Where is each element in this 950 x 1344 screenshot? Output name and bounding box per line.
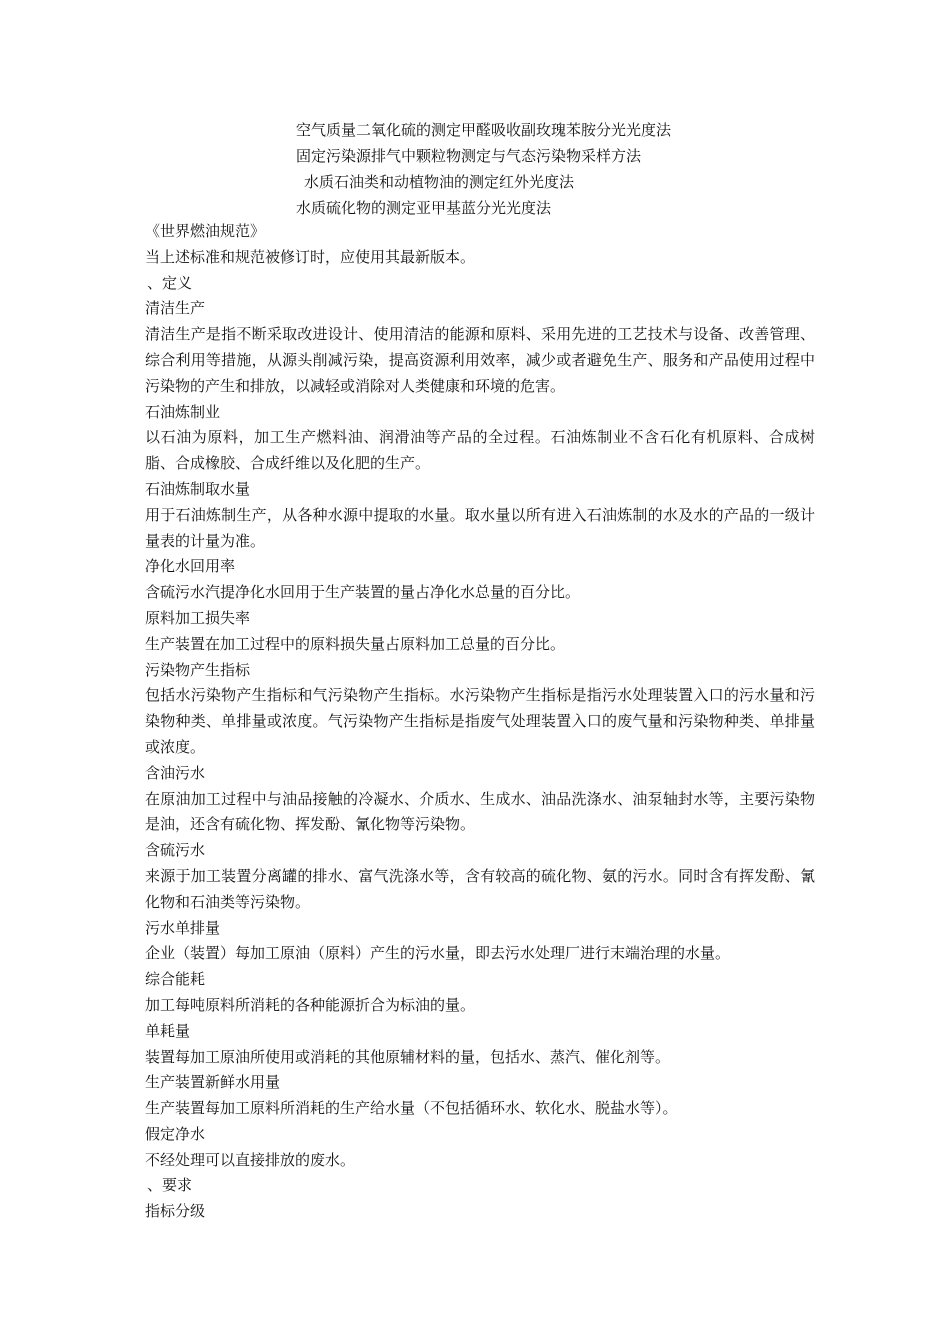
definition-term: 石油炼制业 — [145, 402, 221, 421]
definition-term: 生产装置新鲜水用量 — [145, 1073, 281, 1092]
definition-term: 假定净水 — [145, 1124, 206, 1143]
definition-text: 包括水污染物产生指标和气污染物产生指标。水污染物产生指标是指污水处理装置入口的污水量和污染物种类、单排量或浓度。气污染物产生指标是指废气处理装置入口的废气量和污染物种类、单排量或浓度。 — [145, 686, 815, 756]
definition-text: 清洁生产是指不断采取改进设计、使用清洁的能源和原料、采用先进的工艺技术与设备、改善管理、综合利用等措施，从源头削减污染，提高资源利用效率，减少或者避免生产、服务和产品使用过程中污染物的产生和排放，以减轻或消除对人类健康和环境的危害。 — [145, 325, 815, 395]
definition-term: 净化水回用率 — [145, 557, 236, 576]
definition-text: 来源于加工装置分离罐的排水、富气洗涤水等，含有较高的硫化物、氨的污水。同时含有挥发酚、氰化物和石油类等污染物。 — [145, 866, 815, 911]
document-body — [145, 219, 815, 1225]
definition-text: 生产装置每加工原料所消耗的生产给水量（不包括循环水、软化水、脱盐水等）。 — [145, 1099, 678, 1118]
definition-text: 在原油加工过程中与油品接触的冷凝水、介质水、生成水、油品洗涤水、油泵轴封水等，主要污染物是油，还含有硫化物、挥发酚、氰化物等污染物。 — [145, 789, 815, 834]
section-heading-requirements: 、要求 — [147, 1176, 193, 1195]
definition-term: 污染物产生指标 — [145, 660, 251, 679]
definition-term: 综合能耗 — [145, 970, 206, 989]
definition-term: 石油炼制取水量 — [145, 479, 251, 498]
section-heading-definitions: 、定义 — [147, 273, 193, 292]
reference-standards-list — [296, 117, 816, 221]
reference-item: 水质硫化物的测定亚甲基蓝分光光度法 — [296, 199, 552, 217]
definition-text: 装置每加工原油所使用或消耗的其他原辅材料的量，包括水、蒸汽、催化剂等。 — [145, 1047, 671, 1066]
definition-term: 污水单排量 — [145, 918, 221, 937]
definition-text: 含硫污水汽提净化水回用于生产装置的量占净化水总量的百分比。 — [145, 583, 581, 602]
definition-text: 生产装置在加工过程中的原料损失量占原料加工总量的百分比。 — [145, 634, 566, 653]
definition-term: 含硫污水 — [145, 841, 206, 860]
definition-text: 用于石油炼制生产，从各种水源中提取的水量。取水量以所有进入石油炼制的水及水的产品的一级计量表的计量为准。 — [145, 505, 815, 550]
definition-term: 清洁生产 — [145, 299, 206, 318]
definition-text: 企业（装置）每加工原油（原料）产生的污水量，即去污水处理厂进行末端治理的水量。 — [145, 944, 731, 963]
reference-item: 水质石油类和动植物油的测定红外光度法 — [304, 173, 575, 191]
requirements-subheading: 指标分级 — [145, 1202, 206, 1221]
definition-text: 以石油为原料，加工生产燃料油、润滑油等产品的全过程。石油炼制业不含石化有机原料、合成树脂、合成橡胶、合成纤维以及化肥的生产。 — [145, 428, 815, 473]
revision-note: 当上述标准和规范被修订时，应使用其最新版本。 — [145, 247, 476, 266]
definition-term: 单耗量 — [145, 1021, 191, 1040]
definition-term: 原料加工损失率 — [145, 608, 251, 627]
world-fuel-spec: 《世界燃油规范》 — [145, 222, 266, 240]
definition-text: 加工每吨原料所消耗的各种能源折合为标油的量。 — [145, 995, 476, 1014]
reference-item: 固定污染源排气中颗粒物测定与气态污染物采样方法 — [296, 147, 642, 165]
reference-item: 空气质量二氧化硫的测定甲醛吸收副玫瑰苯胺分光光度法 — [296, 121, 672, 139]
definition-text: 不经处理可以直接排放的废水。 — [145, 1150, 356, 1169]
definition-term: 含油污水 — [145, 763, 206, 782]
